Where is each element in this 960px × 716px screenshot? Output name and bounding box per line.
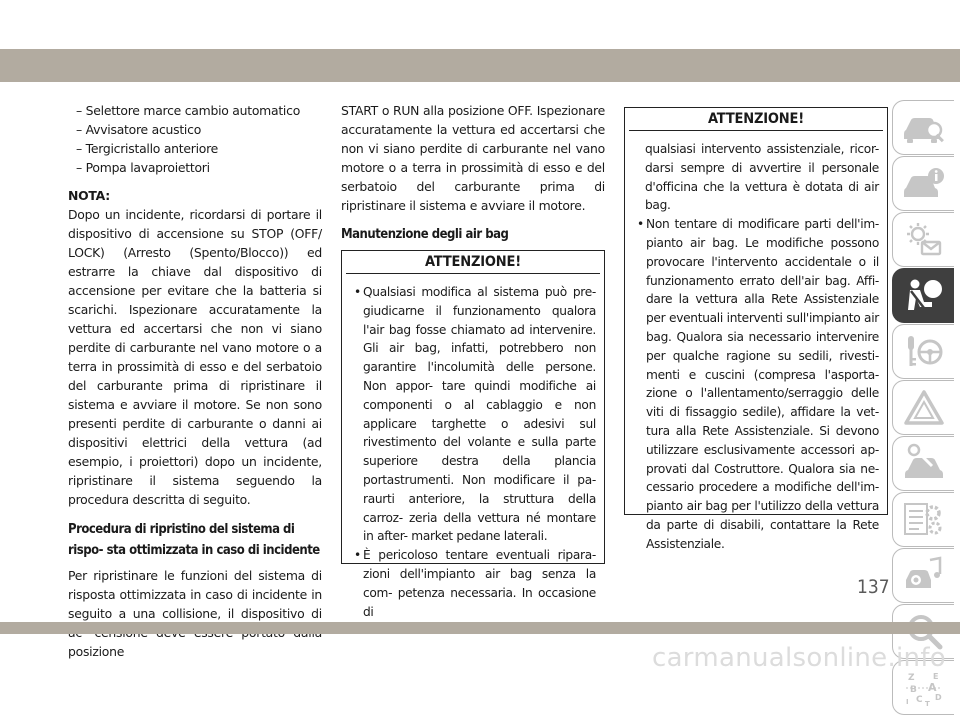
bullet-marker: • [354,285,361,299]
page-number: 137 [857,576,890,598]
list-item: – Selettore marce cambio automatico [76,103,301,118]
index-letter: T [924,699,930,708]
list-item: – Avvisatore acustico [76,122,202,137]
warning-bullet [354,546,596,621]
note-text: Dopo un incidente, ricordarsi di portare il dispositivo di accensione su STOP (OFF/ LOCK) (Arresto (Spento/Blocco)) ed estrarre la chiave dal dispositivo di accensione per evitare che la batteria si scarichi. Ispezionare accuratamente la vettura ed accertarsi che non vi siano perdite di carburante nel vano motore o a terra in prossimità di esso e del serbatoio del carburante prima di ripristinare il sistema e avviare il motore. Se non sono presenti perdite di carburante o danni ai dispositivi elettrici della vettura (ad esempio, i proiettori) dopo un incidente, ripristinare il sistema seguendo la procedura descritta di seguito. [68,207,322,507]
dashboard-lights-icon [902,220,946,260]
key-steering-wheel-icon [902,332,946,372]
middle-column [341,101,605,250]
warning-triangle-icon [902,388,946,428]
index-letter: Z [907,672,915,683]
index-letter: E [932,671,938,681]
car-search-icon [902,108,946,148]
tab-vehicle-overview[interactable] [892,100,954,155]
left-column [68,101,322,661]
watermark: carmanualsonline.info [651,643,946,673]
tab-service-maintenance[interactable] [892,436,954,491]
tab-vehicle-info[interactable] [892,156,954,211]
tab-technical-specs[interactable] [892,492,954,547]
car-service-icon [902,444,946,484]
reset-paragraph: Per ripristinare le funzioni del sistema di risposta ottimizzata in caso di incidente in seguito a una collisione, il dispositivo di posizione [68,568,322,659]
bullet-marker: • [354,548,361,563]
bullet-text: È pericoloso tentare eventuali ripara- zioni dell'impianto air bag senza la com- petenza necessaria. In occasione di [363,548,596,619]
bullet-marker: • [637,217,644,232]
tab-starting-driving[interactable] [892,324,954,379]
bullet-text: Qualsiasi modifica al sistema può pre- giudicarne il funzionamento qualora l'air bag fosse chiamato ad intervenire. Gli air bag, infatti, potrebbero non garantire l'incolumità delle persone. Non appor- tare quindi modifiche ai componenti o al cablaggio e non applicare targhette o adesivi sul rivestimento del volante e sulla parte superiore destra della plancia portastrumenti. Non modificare il pa- raurti anteriore, la struttura della carroz- zeria della vettura né montare in after- market pedane laterali. [363,285,596,544]
multimedia-icon [902,556,946,596]
warning-continued-text: qualsiasi intervento assistenziale, ricor- darsi sempre di avvertire il personale d'officina che la vettura è dotata di air bag. [645,142,879,213]
car-info-icon [902,164,946,204]
list-item: – Pompa lavaproiettori [76,160,210,175]
index-letter: C [915,694,923,705]
tab-safety[interactable] [892,268,954,323]
bottom-bar [0,622,960,634]
warning-bullet [637,215,879,553]
list-item: – Tergicristallo anteriore [76,141,219,156]
note-title: NOTA: [68,188,110,203]
index-letter: B [909,684,917,695]
bullet-text: Non tentare di modificare parti dell'im- pianto air bag. Le modifiche possono provocare l'intervento accidentale o il funzionamento errato dell'air bag. Affi- dare la vettura alla Rete Assistenziale per eventuali interventi sull'impianto air bag. Qualora sia necessario intervenire per qualche ragione su sedili, rivesti- menti e cuscini (compresa l'asporta- zione o l'allentamento/serraggio delle viti di fissaggio sedile), affidare la vet- tura alla Rete Assistenziale. Si devono utilizzare esclusivamente accessori ap- provati dal Costruttore. Qualora sia ne- cessario procedere a modifiche dell'im- pianto air bag per l'utilizzo della vettura da parte di disabili, contattare la Rete Assistenziale. [646,217,879,551]
section-heading-airbag-maintenance: Manutenzione degli air bag [341,227,509,242]
index-letters-icon [902,668,946,708]
tab-dashboard[interactable] [892,212,954,267]
warning-bullet [354,283,596,546]
airbag-seatbelt-icon [902,276,946,316]
index-letter: I [905,697,909,706]
index-letter: A [927,680,937,694]
section-heading-reset-procedure: Procedura di ripristino del sistema di rispo- sta ottimizzata in caso di incidente [68,522,320,558]
tab-multimedia[interactable] [892,548,954,603]
top-bar [0,49,960,82]
warning-title: ATTENZIONE! [629,108,883,131]
continued-paragraph: START o RUN alla posizione OFF. Ispezionare accuratamente la vettura ed accertarsi che non vi siano perdite di carburante nel vano motore o a terra in prossimità di esso e del serbatoio del carburante prima di ripristinare il sistema e avviare il motore. [341,103,605,213]
warning-box [341,250,605,619]
tab-emergency[interactable] [892,380,954,435]
settings-list-icon [902,500,946,540]
index-letter: D [934,692,942,702]
warning-box [624,107,888,551]
warning-title: ATTENZIONE! [346,251,600,274]
